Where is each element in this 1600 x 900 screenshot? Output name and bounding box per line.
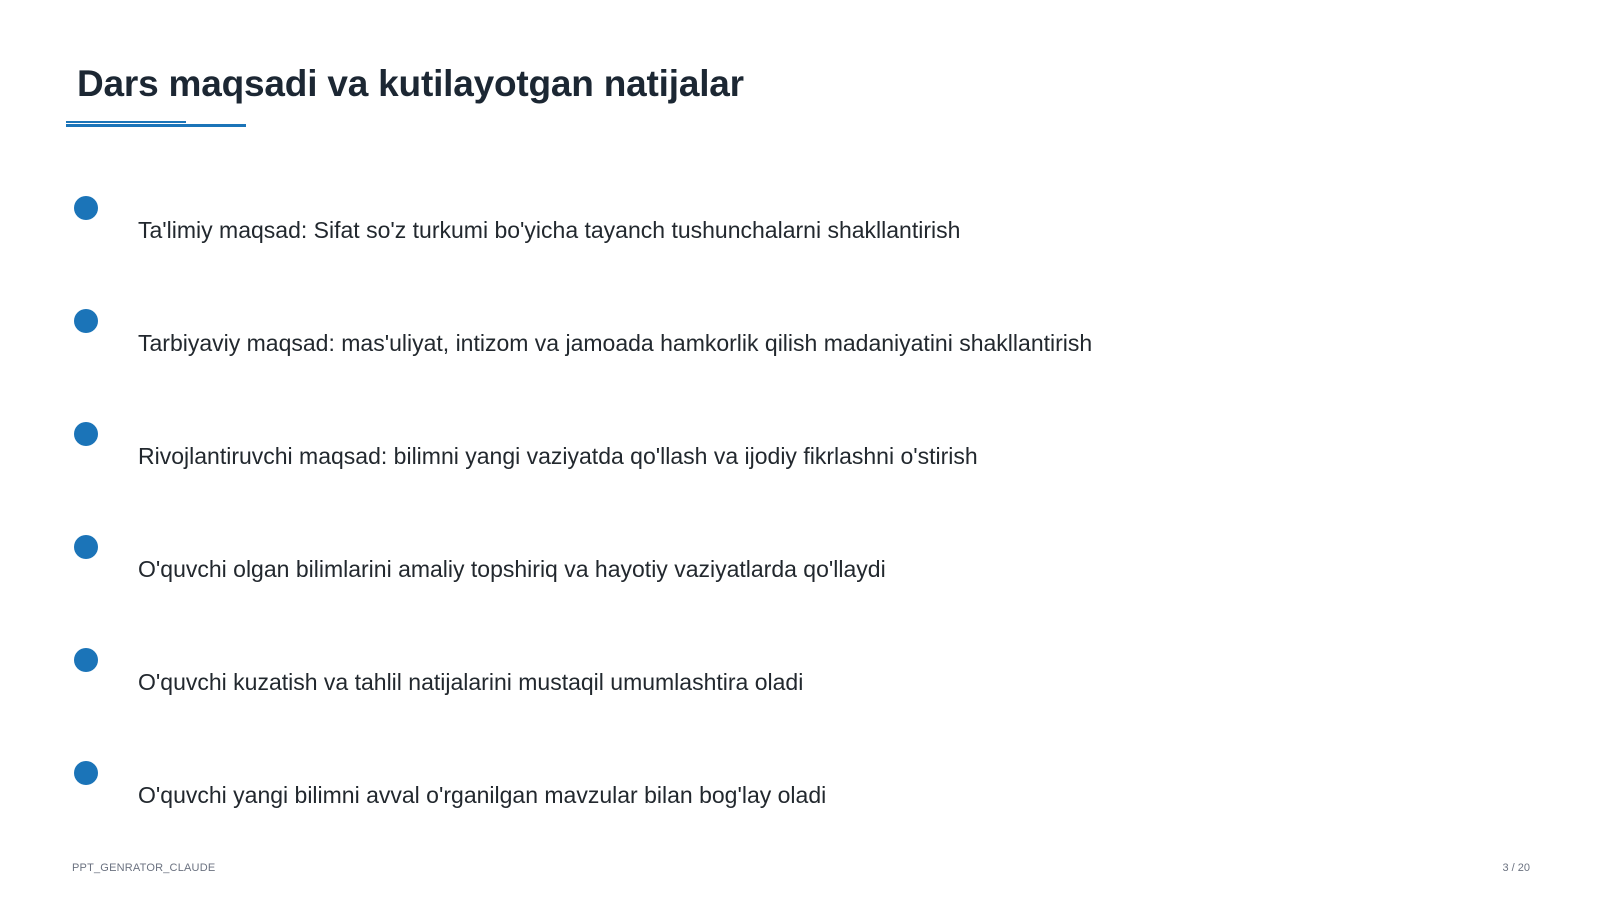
bullet-text: Rivojlantiruvchi maqsad: bilimni yangi vaziyatda qo'llash va ijodiy fikrlashni o'stirish [138, 443, 978, 469]
bullet-text: O'quvchi yangi bilimni avval o'rganilgan mavzular bilan bog'lay oladi [138, 782, 827, 808]
bullet-item [74, 196, 1534, 256]
bullet-text: Tarbiyaviy maqsad: mas'uliyat, intizom va jamoada hamkorlik qilish madaniyatini shakllantirish [138, 330, 1093, 356]
bullet-item [74, 648, 1534, 708]
bullet-dot-icon [74, 648, 98, 672]
bullet-dot-icon [74, 422, 98, 446]
footer-generator-label: PPT_GENRATOR_CLAUDE [72, 862, 216, 874]
bullet-text: O'quvchi olgan bilimlarini amaliy topshiriq va hayotiy vaziyatlarda qo'llaydi [138, 556, 886, 582]
bullet-dot-icon [74, 535, 98, 559]
bullet-item [74, 535, 1534, 595]
bullet-item [74, 309, 1534, 369]
bullet-item [74, 422, 1534, 482]
bullet-item [74, 761, 1534, 821]
bullet-dot-icon [74, 196, 98, 220]
bullet-text: O'quvchi kuzatish va tahlil natijalarini mustaqil umumlashtira oladi [138, 669, 804, 695]
footer-page-indicator: 3 / 20 [1502, 862, 1530, 874]
bullet-dot-icon [74, 761, 98, 785]
slide-title: Dars maqsadi va kutilayotgan natijalar [77, 63, 744, 104]
bullet-text: Ta'limiy maqsad: Sifat so'z turkumi bo'yicha tayanch tushunchalarni shakllantirish [138, 217, 961, 243]
bullet-dot-icon [74, 309, 98, 333]
